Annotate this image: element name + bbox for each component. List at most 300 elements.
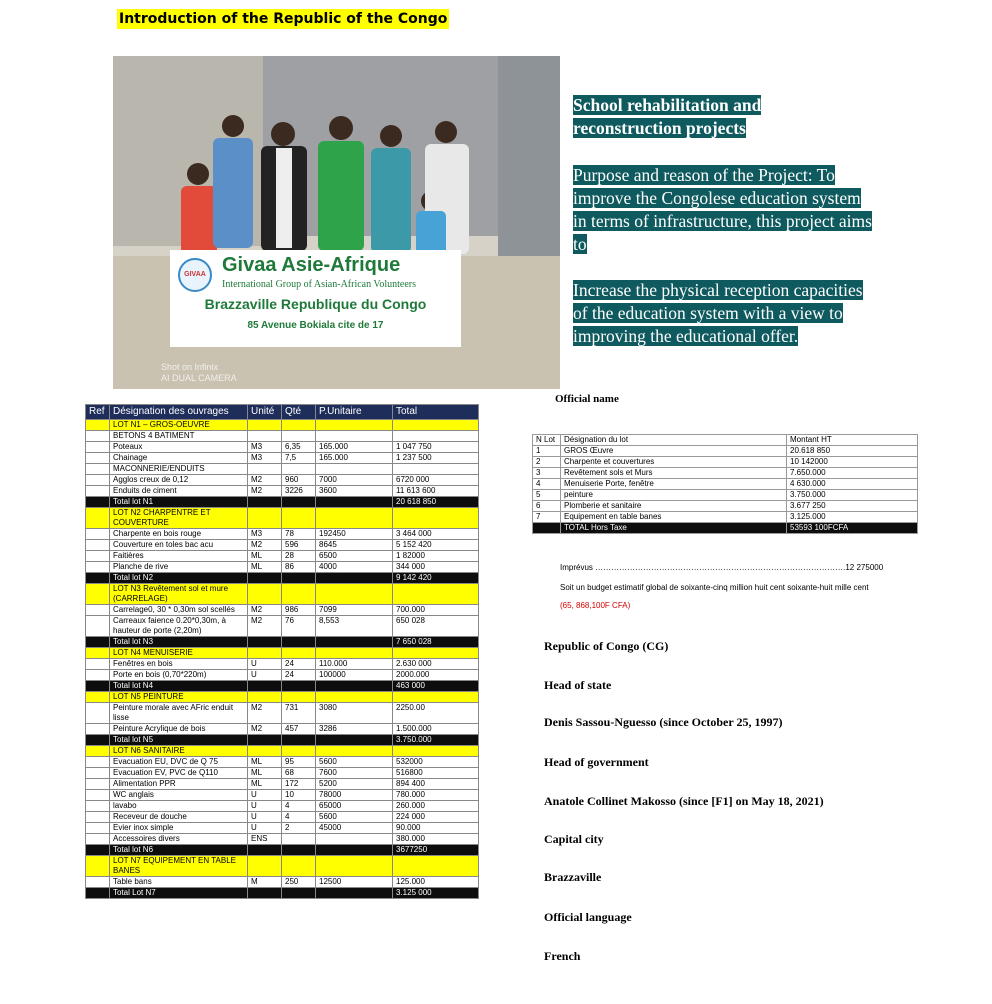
table-cell: Total Lot N7 bbox=[110, 888, 248, 899]
fact-country: Republic of Congo (CG) bbox=[544, 639, 669, 653]
table-cell: 6,35 bbox=[282, 442, 316, 453]
table-cell: 2.630 000 bbox=[393, 659, 479, 670]
table-cell: 3600 bbox=[316, 486, 393, 497]
table-cell bbox=[86, 834, 110, 845]
table-cell bbox=[86, 475, 110, 486]
table-cell bbox=[248, 497, 282, 508]
table-cell: LOT N4 MENUISERIE bbox=[110, 648, 248, 659]
table-cell: 2 bbox=[282, 823, 316, 834]
fact-head-of-government: Anatole Collinet Makosso (since [F1] on May 18, 2021) bbox=[544, 794, 824, 808]
table-cell: Charpente en bois rouge bbox=[110, 529, 248, 540]
table-cell: Evier inox simple bbox=[110, 823, 248, 834]
table-cell: 1 047 750 bbox=[393, 442, 479, 453]
table-cell: BETONS 4 BATIMENT bbox=[110, 431, 248, 442]
table-cell bbox=[393, 464, 479, 475]
table-cell bbox=[86, 529, 110, 540]
table-cell bbox=[86, 790, 110, 801]
table-cell bbox=[316, 584, 393, 605]
table-cell: 8,553 bbox=[316, 616, 393, 637]
table-cell bbox=[316, 746, 393, 757]
table-cell: 4 bbox=[533, 479, 561, 490]
table-cell bbox=[282, 856, 316, 877]
table-cell: 7099 bbox=[316, 605, 393, 616]
project-aim: Increase the physical reception capacities of the education system with a view to improving the educational offer. bbox=[573, 280, 863, 346]
table-cell bbox=[86, 442, 110, 453]
table-cell: 7000 bbox=[316, 475, 393, 486]
table-cell bbox=[248, 584, 282, 605]
table-cell: 3.677 250 bbox=[787, 501, 918, 512]
total-row bbox=[86, 735, 479, 746]
table-cell bbox=[248, 888, 282, 899]
total-row bbox=[86, 637, 479, 648]
table-cell: 463 000 bbox=[393, 681, 479, 692]
table-cell: U bbox=[248, 812, 282, 823]
table-cell: Carreaux faience 0.20*0,30m, à hauteur de porte (2,20m) bbox=[110, 616, 248, 637]
table-cell: 4000 bbox=[316, 562, 393, 573]
table-cell bbox=[393, 648, 479, 659]
official-name-label: Official name bbox=[555, 393, 619, 405]
table-cell bbox=[86, 420, 110, 431]
table-cell: 3286 bbox=[316, 724, 393, 735]
table-row bbox=[86, 703, 479, 724]
table-row bbox=[86, 464, 479, 475]
givaa-logo-icon: GIVAA bbox=[178, 258, 212, 292]
table-cell: 960 bbox=[282, 475, 316, 486]
total-row bbox=[86, 845, 479, 856]
table-cell: 1 bbox=[533, 446, 561, 457]
project-heading: School rehabilitation and reconstruction projects bbox=[573, 95, 762, 138]
table-cell bbox=[86, 801, 110, 812]
table-cell: 7 650 028 bbox=[393, 637, 479, 648]
budget-text: Soit un budget estimatif global de soixante-cinq million huit cent soixante-huit mille cent bbox=[560, 583, 869, 592]
table-cell: 5600 bbox=[316, 812, 393, 823]
lot-header-row bbox=[86, 508, 479, 529]
fact-head-of-government-label: Head of government bbox=[544, 755, 649, 769]
table-cell: 6500 bbox=[316, 551, 393, 562]
table-cell: 1.500.000 bbox=[393, 724, 479, 735]
lot-header-row bbox=[86, 420, 479, 431]
table-cell bbox=[86, 877, 110, 888]
total-row bbox=[533, 523, 918, 534]
table-cell: Evacuation EV, PVC de Q110 bbox=[110, 768, 248, 779]
table-row bbox=[86, 779, 479, 790]
table-row bbox=[533, 446, 918, 457]
table-cell: Peinture Acrylique de bois bbox=[110, 724, 248, 735]
table-cell bbox=[316, 431, 393, 442]
cost-estimate-table bbox=[85, 404, 479, 899]
table-cell: 192450 bbox=[316, 529, 393, 540]
table-cell: 3.125 000 bbox=[393, 888, 479, 899]
table-cell bbox=[248, 692, 282, 703]
table-row bbox=[86, 551, 479, 562]
total-row bbox=[86, 681, 479, 692]
table-cell bbox=[86, 724, 110, 735]
table-cell bbox=[282, 464, 316, 475]
table-cell: 731 bbox=[282, 703, 316, 724]
table-cell: Fenêtres en bois bbox=[110, 659, 248, 670]
table-cell: Accessoires divers bbox=[110, 834, 248, 845]
banner-city: Brazzaville Republique du Congo bbox=[204, 296, 427, 312]
table-cell: Equipement en table banes bbox=[561, 512, 787, 523]
table-cell: Charpente et couvertures bbox=[561, 457, 787, 468]
table-row bbox=[533, 512, 918, 523]
table-cell bbox=[316, 464, 393, 475]
table-cell: M3 bbox=[248, 453, 282, 464]
table-cell bbox=[282, 692, 316, 703]
table-cell bbox=[248, 431, 282, 442]
table-cell bbox=[282, 508, 316, 529]
table-cell: M2 bbox=[248, 540, 282, 551]
table-row bbox=[86, 757, 479, 768]
table-cell: ML bbox=[248, 779, 282, 790]
table-cell bbox=[86, 573, 110, 584]
table-cell bbox=[86, 584, 110, 605]
table-cell: M3 bbox=[248, 442, 282, 453]
table-cell: 7 bbox=[533, 512, 561, 523]
table-cell: Planche de rive bbox=[110, 562, 248, 573]
lot-summary-table bbox=[532, 434, 918, 534]
table-cell bbox=[86, 551, 110, 562]
table-cell: M2 bbox=[248, 475, 282, 486]
column-header: Unité bbox=[248, 405, 282, 420]
table-cell bbox=[282, 845, 316, 856]
table-cell bbox=[316, 856, 393, 877]
table-cell: 65000 bbox=[316, 801, 393, 812]
table-cell bbox=[316, 888, 393, 899]
table-cell: 7,5 bbox=[282, 453, 316, 464]
givaa-banner bbox=[170, 250, 461, 347]
table-cell: 700.000 bbox=[393, 605, 479, 616]
table-cell: 165.000 bbox=[316, 442, 393, 453]
table-cell bbox=[316, 637, 393, 648]
table-cell: 457 bbox=[282, 724, 316, 735]
table-cell: 20.618 850 bbox=[787, 446, 918, 457]
table-row bbox=[86, 475, 479, 486]
table-row bbox=[86, 453, 479, 464]
table-cell: Enduits de ciment bbox=[110, 486, 248, 497]
table-cell: 110.000 bbox=[316, 659, 393, 670]
table-row bbox=[86, 442, 479, 453]
table-cell bbox=[282, 681, 316, 692]
page-title: Introduction of the Republic of the Congo bbox=[119, 11, 448, 27]
table-cell bbox=[316, 735, 393, 746]
table-row bbox=[86, 605, 479, 616]
table-cell: 125.000 bbox=[393, 877, 479, 888]
table-row bbox=[533, 479, 918, 490]
table-cell: 3226 bbox=[282, 486, 316, 497]
table-cell: 90.000 bbox=[393, 823, 479, 834]
table-cell: LOT N3 Revêtement sol et mure (CARRELAGE) bbox=[110, 584, 248, 605]
table-cell bbox=[282, 637, 316, 648]
table-cell bbox=[86, 497, 110, 508]
table-row bbox=[533, 457, 918, 468]
table-cell: 4 bbox=[282, 801, 316, 812]
table-cell: 780.000 bbox=[393, 790, 479, 801]
lot-header-row bbox=[86, 584, 479, 605]
table-cell bbox=[86, 453, 110, 464]
table-cell bbox=[248, 681, 282, 692]
total-row bbox=[86, 497, 479, 508]
table-cell: Plomberie et sanitaire bbox=[561, 501, 787, 512]
table-cell: 344 000 bbox=[393, 562, 479, 573]
table-cell: 28 bbox=[282, 551, 316, 562]
table-cell: MACONNERIE/ENDUITS bbox=[110, 464, 248, 475]
table-cell bbox=[86, 746, 110, 757]
table-row bbox=[86, 790, 479, 801]
table-cell bbox=[86, 735, 110, 746]
table-cell bbox=[86, 431, 110, 442]
table-cell: Total lot N4 bbox=[110, 681, 248, 692]
table-cell: 2 bbox=[533, 457, 561, 468]
table-cell: 596 bbox=[282, 540, 316, 551]
table-cell bbox=[248, 856, 282, 877]
table-cell: Total lot N1 bbox=[110, 497, 248, 508]
table-cell bbox=[86, 768, 110, 779]
table-row bbox=[86, 834, 479, 845]
table-cell bbox=[86, 823, 110, 834]
table-cell: M2 bbox=[248, 724, 282, 735]
table-row bbox=[86, 877, 479, 888]
table-cell bbox=[248, 637, 282, 648]
table-cell bbox=[86, 616, 110, 637]
column-header: Qté bbox=[282, 405, 316, 420]
table-cell: 20 618 850 bbox=[393, 497, 479, 508]
project-purpose: Purpose and reason of the Project: To improve the Congolese education system in terms of infrastructure, this project aims to bbox=[573, 165, 872, 254]
table-cell bbox=[86, 779, 110, 790]
table-cell bbox=[393, 746, 479, 757]
table-cell bbox=[86, 812, 110, 823]
table-cell: Total lot N6 bbox=[110, 845, 248, 856]
column-header: Total bbox=[393, 405, 479, 420]
table-cell: 1 237 500 bbox=[393, 453, 479, 464]
table-cell: Table bans bbox=[110, 877, 248, 888]
table-cell bbox=[282, 648, 316, 659]
table-cell: 3 464 000 bbox=[393, 529, 479, 540]
table-cell: 6720 000 bbox=[393, 475, 479, 486]
camera-watermark: Shot on Infinix AI DUAL CAMERA bbox=[161, 362, 237, 383]
table-cell bbox=[86, 605, 110, 616]
table-cell: 250 bbox=[282, 877, 316, 888]
table-cell: M2 bbox=[248, 616, 282, 637]
table-row bbox=[86, 670, 479, 681]
table-cell: lavabo bbox=[110, 801, 248, 812]
table-cell bbox=[248, 746, 282, 757]
table-cell bbox=[86, 670, 110, 681]
table-cell: U bbox=[248, 801, 282, 812]
table-cell: U bbox=[248, 823, 282, 834]
table-cell: WC anglais bbox=[110, 790, 248, 801]
fact-head-of-state: Denis Sassou-Nguesso (since October 25, 1997) bbox=[544, 715, 783, 729]
table-cell: 78 bbox=[282, 529, 316, 540]
total-row bbox=[86, 573, 479, 584]
table-cell bbox=[86, 637, 110, 648]
table-cell bbox=[316, 845, 393, 856]
table-cell: 4 bbox=[282, 812, 316, 823]
table-cell: Total lot N5 bbox=[110, 735, 248, 746]
table-cell: Chainage bbox=[110, 453, 248, 464]
fact-language-label: Official language bbox=[544, 910, 632, 924]
table-cell: 3677250 bbox=[393, 845, 479, 856]
table-cell: 6 bbox=[533, 501, 561, 512]
table-cell bbox=[86, 703, 110, 724]
table-cell: Peinture morale avec AFric enduit lisse bbox=[110, 703, 248, 724]
table-cell: 78000 bbox=[316, 790, 393, 801]
table-cell: 45000 bbox=[316, 823, 393, 834]
table-cell bbox=[86, 888, 110, 899]
table-cell bbox=[316, 573, 393, 584]
table-cell bbox=[86, 464, 110, 475]
table-cell: Menuiserie Porte, fenêtre bbox=[561, 479, 787, 490]
imprevus-line: Imprévus ………………………………………………………………………………….12 275000 bbox=[560, 563, 884, 572]
total-row bbox=[86, 888, 479, 899]
table-cell: 100000 bbox=[316, 670, 393, 681]
table-cell bbox=[86, 757, 110, 768]
table-cell bbox=[282, 420, 316, 431]
table-cell: Carrelage0, 30 * 0,30m sol scellés bbox=[110, 605, 248, 616]
table-cell bbox=[533, 523, 561, 534]
table-cell bbox=[282, 834, 316, 845]
table-cell bbox=[393, 508, 479, 529]
table-cell: U bbox=[248, 790, 282, 801]
table-row bbox=[86, 768, 479, 779]
table-cell: Agglos creux de 0,12 bbox=[110, 475, 248, 486]
table-cell: 2000.000 bbox=[393, 670, 479, 681]
table-cell bbox=[282, 431, 316, 442]
table-cell: ML bbox=[248, 768, 282, 779]
group-photo bbox=[113, 56, 560, 389]
table-cell: 5 bbox=[533, 490, 561, 501]
table-row bbox=[86, 486, 479, 497]
table-cell: 5 152 420 bbox=[393, 540, 479, 551]
table-cell: 68 bbox=[282, 768, 316, 779]
table-cell bbox=[86, 540, 110, 551]
table-cell bbox=[316, 834, 393, 845]
table-cell: ENS bbox=[248, 834, 282, 845]
table-cell: Faitières bbox=[110, 551, 248, 562]
table-cell bbox=[316, 497, 393, 508]
table-cell bbox=[86, 845, 110, 856]
table-cell bbox=[393, 856, 479, 877]
table-cell: GROS Œuvre bbox=[561, 446, 787, 457]
table-cell: U bbox=[248, 659, 282, 670]
column-header: N Lot bbox=[533, 435, 561, 446]
table-row bbox=[533, 501, 918, 512]
table-cell: 9 142 420 bbox=[393, 573, 479, 584]
table-cell: Porte en bois (0,70*220m) bbox=[110, 670, 248, 681]
table-cell: 260.000 bbox=[393, 801, 479, 812]
table-cell bbox=[86, 681, 110, 692]
table-cell bbox=[248, 464, 282, 475]
table-row bbox=[86, 724, 479, 735]
table-row bbox=[86, 540, 479, 551]
table-cell: 986 bbox=[282, 605, 316, 616]
table-cell bbox=[248, 508, 282, 529]
table-cell: U bbox=[248, 670, 282, 681]
table-cell: M3 bbox=[248, 529, 282, 540]
table-cell: 3080 bbox=[316, 703, 393, 724]
table-cell bbox=[316, 681, 393, 692]
table-cell bbox=[282, 497, 316, 508]
budget-amount: (65, 868,100F CFA) bbox=[560, 601, 631, 610]
column-header: Désignation du lot bbox=[561, 435, 787, 446]
table-cell bbox=[282, 573, 316, 584]
table-cell: 53593 100FCFA bbox=[787, 523, 918, 534]
table-cell bbox=[86, 486, 110, 497]
table-cell: 532000 bbox=[393, 757, 479, 768]
table-cell bbox=[316, 420, 393, 431]
table-cell: LOT N2 CHARPENTRE ET COUVERTURE bbox=[110, 508, 248, 529]
fact-head-of-state-label: Head of state bbox=[544, 678, 612, 692]
table-cell bbox=[316, 692, 393, 703]
banner-subtitle: International Group of Asian-African Volunteers bbox=[222, 279, 417, 290]
table-cell bbox=[248, 648, 282, 659]
table-header-row bbox=[86, 405, 479, 420]
table-cell: LOT N7 EQUIPEMENT EN TABLE BANES bbox=[110, 856, 248, 877]
table-cell: LOT N5 PEINTURE bbox=[110, 692, 248, 703]
banner-name: Givaa Asie-Afrique bbox=[222, 254, 401, 276]
table-row bbox=[86, 431, 479, 442]
table-cell bbox=[393, 420, 479, 431]
table-cell: Total lot N2 bbox=[110, 573, 248, 584]
table-cell: 24 bbox=[282, 670, 316, 681]
table-cell: 2250.00 bbox=[393, 703, 479, 724]
table-cell: 24 bbox=[282, 659, 316, 670]
table-cell: ML bbox=[248, 562, 282, 573]
fact-capital-label: Capital city bbox=[544, 832, 604, 846]
lot-header-row bbox=[86, 856, 479, 877]
table-cell bbox=[316, 508, 393, 529]
table-cell: 516800 bbox=[393, 768, 479, 779]
table-cell bbox=[282, 735, 316, 746]
table-cell: 8645 bbox=[316, 540, 393, 551]
table-cell: LOT N1 – GROS-OEUVRE bbox=[110, 420, 248, 431]
table-row bbox=[86, 659, 479, 670]
table-cell: 224 000 bbox=[393, 812, 479, 823]
banner-address: 85 Avenue Bokiala cite de 17 bbox=[247, 320, 384, 331]
table-cell: M bbox=[248, 877, 282, 888]
table-cell: M2 bbox=[248, 703, 282, 724]
table-cell bbox=[86, 562, 110, 573]
table-cell: 5600 bbox=[316, 757, 393, 768]
column-header: Montant HT bbox=[787, 435, 918, 446]
column-header: Désignation des ouvrages bbox=[110, 405, 248, 420]
table-cell bbox=[86, 856, 110, 877]
table-row bbox=[86, 812, 479, 823]
table-cell: 650 028 bbox=[393, 616, 479, 637]
table-cell: ML bbox=[248, 757, 282, 768]
table-cell: 1 82000 bbox=[393, 551, 479, 562]
table-cell bbox=[86, 508, 110, 529]
table-cell: 3.750.000 bbox=[787, 490, 918, 501]
table-cell: 5200 bbox=[316, 779, 393, 790]
table-cell: Alimentation PPR bbox=[110, 779, 248, 790]
fact-language: French bbox=[544, 949, 581, 963]
table-cell bbox=[393, 692, 479, 703]
lot-header-row bbox=[86, 746, 479, 757]
table-cell: 86 bbox=[282, 562, 316, 573]
table-cell: M2 bbox=[248, 605, 282, 616]
table-cell: 3.750.000 bbox=[393, 735, 479, 746]
table-cell: 10 bbox=[282, 790, 316, 801]
table-cell bbox=[86, 648, 110, 659]
table-cell bbox=[282, 584, 316, 605]
column-header: Ref bbox=[86, 405, 110, 420]
table-cell: 12500 bbox=[316, 877, 393, 888]
table-cell bbox=[248, 735, 282, 746]
table-cell: 7.650.000 bbox=[787, 468, 918, 479]
table-cell: Total lot N3 bbox=[110, 637, 248, 648]
table-cell: 95 bbox=[282, 757, 316, 768]
